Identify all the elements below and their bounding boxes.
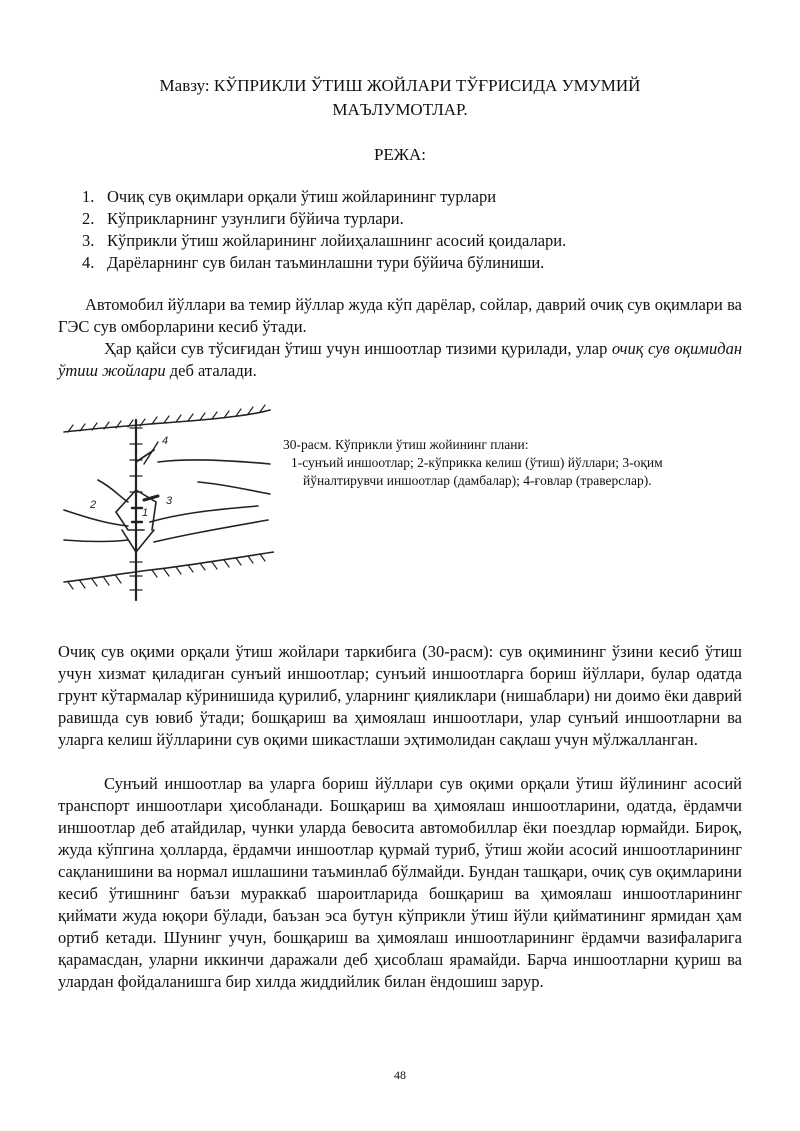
body-paragraph-2: Сунъий иншоотлар ва уларга бориш йўллари сув оқими орқали ўтиш йўлининг асосий транспорт иншоотлари ҳисобланади. Бошқариш ва ҳимоялаш иншоотларини, одатда, ёрдамчи иншоотлар деб атайдилар, чунки уларда бевосита автомобиллар ёки поездлар юрмайди. Бироқ, жуда кўпгина ҳолларда, ёрдамчи иншоотлар қурмай туриб, ўтиш жойи асосий иншоотларининг сақланишини ва нормал ишлашини таъминлаб бўлмайди. Бундан ташқари, очиқ сув оқимларини кесиб ўтишнинг баъзи мураккаб шароитларида бошқариш ва ҳимоялаш иншоотларининг қиймати жуда юқори бўлади, баъзан эса бутун кўприкли ўтиш йўли қийматининг ярмидан ҳам ортиб кетади. Шунинг учун, бошқариш ва ҳимоялаш иншоотларининг ёрдамчи вазифаларига қарамасдан, уларни иккинчи даражали деб ҳисоблаш ярамайди. Барча иншоотларни қуриш ва улардан фойдаланишга бир хилда жиддийлик билан ёндошиш зарур. xyxy=(58,774,742,991)
river-line xyxy=(98,480,128,502)
label-2: 2 xyxy=(90,499,97,511)
traverse xyxy=(144,442,158,464)
river-line xyxy=(64,520,268,542)
page-number: 48 xyxy=(394,1068,406,1082)
plan-item-text: Очиқ сув оқимлари орқали ўтиш жойларининг турлари xyxy=(107,187,497,206)
body-paragraph-1: Очиқ сув оқими орқали ўтиш жойлари таркибига (30-расм): сув оқимининг ўзини кесиб ўтиш учун хизмат қиладиган сунъий иншоотлар; сунъий иншоотларга бориш йўллари, булар одатда грунт кўтармалар кўринишида қурилиб, уларнинг қияликлари (нишаблари) ни доимо ёки даврий равишда сув ювиб ўтади; бошқариш ва ҳимоялаш иншоотлари, улар сунъий иншоотларни ва уларга келиш йўлларини сув оқими шикастлаши эҳтимолидан сақлаш учун мўлжалланган. xyxy=(58,642,742,749)
plan-item-number: 1. xyxy=(82,187,95,206)
page-title xyxy=(0,74,800,122)
caption-line-1: 30-расм. Кўприкли ўтиш жойининг плани: xyxy=(283,437,529,452)
plan-item-number: 4. xyxy=(82,253,95,272)
title-line-2: МАЪЛУМОТЛАР. xyxy=(332,100,468,119)
plan-item xyxy=(82,186,566,208)
plan-item xyxy=(82,252,566,274)
label-3: 3 xyxy=(166,495,173,507)
lower-bank-line xyxy=(64,552,274,582)
plan-item-text: Кўприкларнинг узунлиги бўйича турлари. xyxy=(107,209,404,228)
plan-heading: РЕЖА: xyxy=(373,145,427,164)
label-1: 1 xyxy=(142,507,149,519)
intro-p2-end: деб аталади. xyxy=(165,361,257,380)
figure-caption xyxy=(283,436,753,490)
plan-list xyxy=(82,186,566,274)
approach-embankment xyxy=(122,530,154,552)
intro-p2-term: очиқ сув оқимидан ўтиш жойлари xyxy=(58,339,742,380)
label-4: 4 xyxy=(162,435,169,447)
intro-paragraph-1: Автомобил йўллари ва темир йўллар жуда кўп дарёлар, сойлар, даврий очиқ сув оқимлари ва ГЭС сув омборларини кесиб ўтади. xyxy=(58,295,742,336)
intro-p2-start: Ҳар қайси сув тўсиғидан ўтиш учун иншоотлар тизими қурилади, улар xyxy=(104,339,612,358)
caption-line-3: йўналтирувчи иншоотлар (дамбалар); 4-ғовлар (траверслар). xyxy=(303,473,652,488)
river-line xyxy=(198,482,270,494)
upper-bank-line xyxy=(64,410,270,432)
plan-item-number: 2. xyxy=(82,209,95,228)
plan-item-text: Кўприкли ўтиш жойларининг лойиҳалашнинг асосий қоидалари. xyxy=(107,231,567,250)
plan-item-text: Дарёларнинг сув билан таъминлашни тури бўйича бўлиниши. xyxy=(107,253,545,272)
intro-paragraph-2 xyxy=(58,338,742,382)
lower-bank-hatching xyxy=(68,554,265,589)
bridge-crossing-plan-figure xyxy=(58,402,274,604)
plan-item xyxy=(82,230,566,252)
title-line-1: Мавзу: КЎПРИКЛИ ЎТИШ ЖОЙЛАРИ ТЎҒРИСИДА УМУМИЙ xyxy=(159,76,641,95)
plan-item-number: 3. xyxy=(82,231,95,250)
caption-line-2: 1-сунъий иншоотлар; 2-кўприкка келиш (ўтиш) йўллари; 3-оқим xyxy=(291,455,663,470)
plan-item xyxy=(82,208,566,230)
river-line xyxy=(158,460,270,464)
